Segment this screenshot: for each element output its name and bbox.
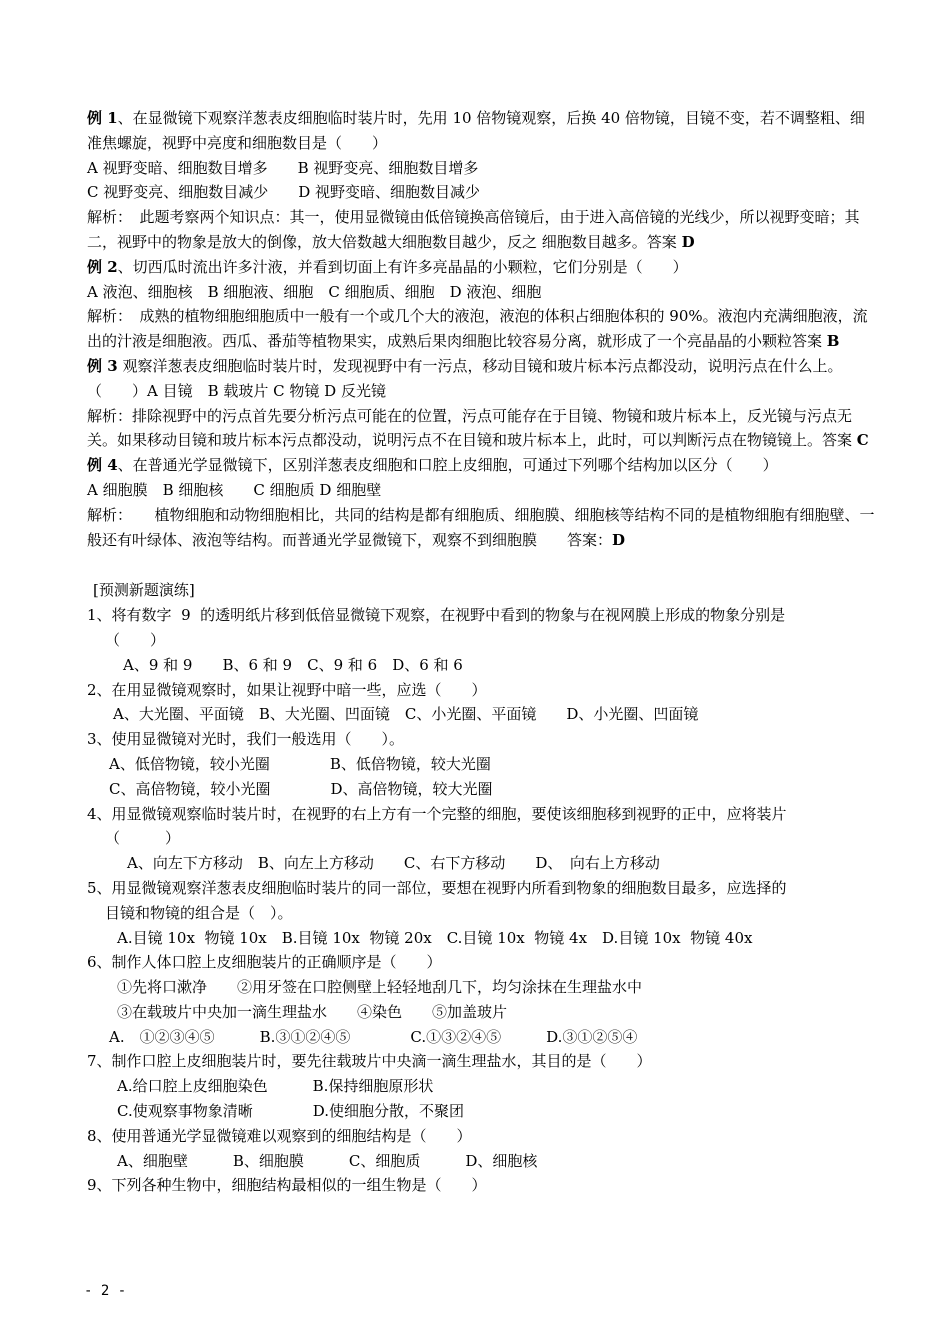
- example-1-analysis: [87, 205, 877, 255]
- question-6-stem: 6、制作人体口腔上皮细胞装片的正确顺序是（ ）: [87, 953, 442, 972]
- question-5-options: A.目镜 10x 物镜 10x B.目镜 10x 物镜 20x C.目镜 10x 物镜 4x D.目镜 10x 物镜 40x: [117, 928, 753, 947]
- page-number: - 2 -: [84, 1283, 127, 1299]
- question-3-options-2: C、高倍物镜，较小光圈 D、高倍物镜，较大光圈: [109, 779, 493, 798]
- section-spacer: [87, 552, 877, 578]
- example-4-answer: D: [612, 530, 626, 549]
- question-3-stem: 3、使用显微镜对光时，我们一般选用（ ）。: [87, 730, 405, 749]
- question-6-options: A. ①②③④⑤ B.③①②④⑤ C.①③②④⑤ D.③①②⑤④: [109, 1027, 638, 1046]
- question-6-steps-1: ①先将口漱净 ②用牙签在口腔侧壁上轻轻地刮几下，均匀涂抹在生理盐水中: [117, 978, 643, 997]
- example-4-title: 例 4: [87, 456, 118, 475]
- question-3-options-1: A、低倍物镜，较小光圈 B、低倍物镜，较大光圈: [109, 754, 491, 773]
- question-7-options-1: A.给口腔上皮细胞染色 B.保持细胞原形状: [117, 1077, 434, 1096]
- example-2-analysis-text: 解析： 成熟的植物细胞细胞质中一般有一个或几个大的液泡，液泡的体积占细胞体积的 90%。液泡内充满细胞液，流出的汁液是细胞液。西瓜、番茄等植物果实，成熟后果肉细胞比较容易分离，就形成了一个亮晶晶的小颗粒答案: [87, 307, 868, 351]
- example-1-options-1: A 视野变暗、细胞数目增多 B 视野变亮、细胞数目增多: [87, 158, 479, 177]
- question-7-options-2: C.使观察事物象清晰 D.使细胞分散，不聚团: [117, 1102, 464, 1121]
- question-4-stem-cont: （ ）: [105, 829, 181, 848]
- example-4-analysis: [87, 503, 877, 553]
- question-5-stem-cont: 目镜和物镜的组合是（ ）。: [105, 903, 293, 922]
- question-7-stem: 7、制作口腔上皮细胞装片时，要先往载玻片中央滴一滴生理盐水，其目的是（ ）: [87, 1052, 652, 1071]
- example-1-analysis-text: 解析： 此题考察两个知识点：其一，使用显微镜由低倍镜换高倍镜后，由于进入高倍镜的光线少，所以视野变暗；其二，视野中的物象是放大的倒像，放大倍数越大细胞数目越少，反之 细胞数目越多。答案: [87, 208, 860, 251]
- example-2-options-1: A 液泡、细胞核 B 细胞液、细胞 C 细胞质、细胞 D 液泡、细胞: [87, 282, 542, 301]
- example-1-title: 例 1: [87, 109, 118, 127]
- question-2-stem: 2、在用显微镜观察时，如果让视野中暗一些，应选（ ）: [87, 680, 487, 699]
- question-8-stem: 8、使用普通光学显微镜难以观察到的细胞结构是（ ）: [87, 1126, 472, 1145]
- example-3-analysis-text: 解析：排除视野中的污点首先要分析污点可能在的位置，污点可能存在于目镜、物镜和玻片标本上，反光镜与污点无关。如果移动目镜和玻片标本污点都没动，说明污点不在目镜和玻片标本上，此时，可以判断污点在物镜镜上。答案: [87, 406, 853, 450]
- example-1-answer: D: [681, 232, 695, 251]
- document-body: [87, 106, 877, 1198]
- example-2-analysis: [87, 304, 877, 354]
- question-2-options: A、大光圈、平面镜 B、大光圈、凹面镜 C、小光圈、平面镜 D、小光圈、凹面镜: [113, 705, 699, 724]
- question-1-options: A、9 和 9 B、6 和 9 C、9 和 6 D、6 和 6: [123, 655, 463, 674]
- example-4-analysis-text: 解析： 植物细胞和动物细胞相比，共同的结构是都有细胞质、细胞膜、细胞核等结构不同的是植物细胞有细胞壁、一般还有叶绿体、液泡等结构。而普通光学显微镜下，观察不到细胞膜 答案：: [87, 505, 875, 549]
- example-3-answer: C: [856, 431, 869, 450]
- example-1-options-2: C 视野变亮、细胞数目减少 D 视野变暗、细胞数目减少: [87, 183, 481, 202]
- question-6-steps-2: ③在载玻片中央加一滴生理盐水 ④染色 ⑤加盖玻片: [117, 1002, 508, 1021]
- question-4-stem: 4、用显微镜观察临时装片时，在视野的右上方有一个完整的细胞，要使该细胞移到视野的正中，应将装片: [87, 804, 787, 823]
- example-3-analysis: [87, 404, 877, 454]
- example-1-text: 、在显微镜下观察洋葱表皮细胞临时装片时，先用 10 倍物镜观察，后换 40 倍物镜，目镜不变，若不调整粗、细准焦螺旋，视野中亮度和细胞数目是（ ）: [87, 109, 865, 152]
- example-2-answer: B: [826, 332, 840, 351]
- question-5-stem: 5、用显微镜观察洋葱表皮细胞临时装片的同一部位，要想在视野内所看到物象的细胞数目最多，应选择的: [87, 878, 787, 897]
- example-2-title: 例 2: [87, 257, 118, 276]
- question-1-stem: 1、将有数字 9 的透明纸片移到低倍显微镜下观察，在视野中看到的物象与在视网膜上形成的物象分别是: [87, 606, 786, 625]
- example-1-question: [87, 106, 877, 156]
- section-title: [预测新题演练]: [93, 581, 195, 600]
- question-1-stem-cont: （ ）: [105, 630, 166, 649]
- example-3-text: 观察洋葱表皮细胞临时装片时，发现视野中有一污点，移动目镜和玻片标本污点都没动，说明污点在什么上。（ ）A 目镜 B 载玻片 C 物镜 D 反光镜: [87, 356, 843, 400]
- example-4-question: [87, 453, 877, 478]
- question-4-options: A、向左下方移动 B、向左上方移动 C、右下方移动 D、 向右上方移动: [127, 854, 660, 873]
- example-4-text: 、在普通光学显微镜下，区别洋葱表皮细胞和口腔上皮细胞，可通过下列哪个结构加以区分（ ）: [117, 456, 778, 475]
- example-3-question: [87, 354, 877, 404]
- question-9-stem: 9、下列各种生物中，细胞结构最相似的一组生物是（ ）: [87, 1176, 487, 1195]
- example-4-options-1: A 细胞膜 B 细胞核 C 细胞质 D 细胞壁: [87, 480, 382, 499]
- example-2-question: [87, 255, 877, 280]
- question-8-options: A、细胞壁 B、细胞膜 C、细胞质 D、细胞核: [117, 1151, 538, 1170]
- example-3-title: 例 3: [87, 356, 118, 375]
- example-2-text: 、切西瓜时流出许多汁液，并看到切面上有许多亮晶晶的小颗粒，它们分别是（ ）: [117, 257, 688, 276]
